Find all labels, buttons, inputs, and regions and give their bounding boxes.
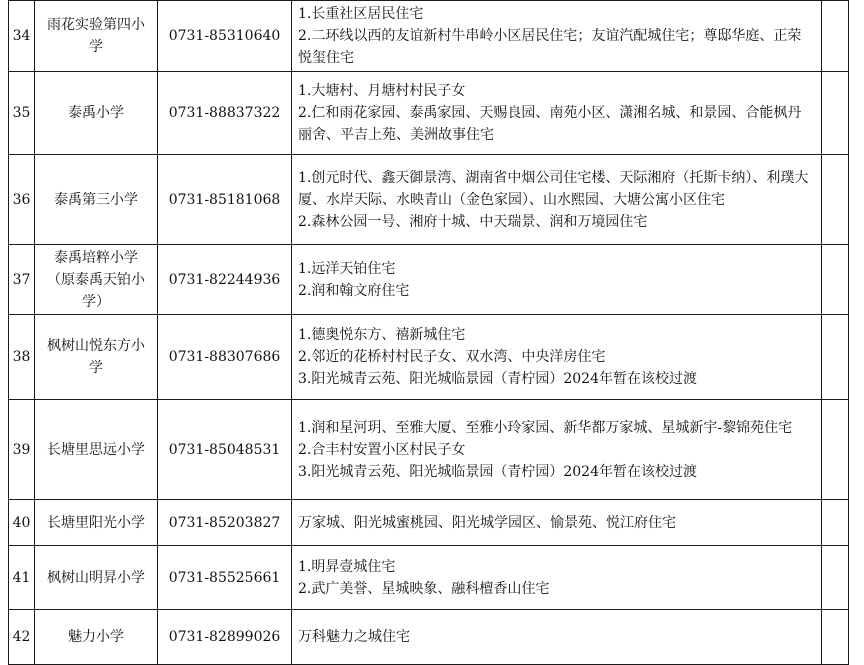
enrollment-area-line: 2.润和翰文府住宅 — [298, 282, 410, 299]
school-phone: 0731-85048531 — [158, 400, 292, 500]
school-name: 枫树山明昇小学 — [35, 546, 158, 610]
remarks-cell — [822, 610, 849, 665]
enrollment-area-line: 2.合丰村安置小区村民子女 — [298, 441, 466, 458]
row-number: 42 — [9, 610, 35, 665]
school-name: 长塘里阳光小学 — [35, 500, 158, 546]
row-number: 41 — [9, 546, 35, 610]
school-name: 长塘里思远小学 — [35, 400, 158, 500]
school-phone: 0731-82899026 — [158, 610, 292, 665]
remarks-cell — [822, 400, 849, 500]
enrollment-area — [292, 1, 822, 72]
enrollment-area-line: 2.仁和雨花家园、泰禹家园、天赐良园、南苑小区、潇湘名城、和景园、合能枫丹丽舍、平吉上苑、美洲故事住宅 — [298, 105, 802, 143]
school-phone: 0731-82244936 — [158, 245, 292, 315]
school-name: 泰禹第三小学 — [35, 155, 158, 245]
school-name: 雨花实验第四小学 — [35, 1, 158, 72]
enrollment-area — [292, 400, 822, 500]
row-number: 39 — [9, 400, 35, 500]
enrollment-area — [292, 155, 822, 245]
school-phone: 0731-85310640 — [158, 1, 292, 72]
school-phone: 0731-88307686 — [158, 315, 292, 400]
enrollment-area-line: 1.远洋天铂住宅 — [298, 260, 396, 277]
table-row — [9, 610, 849, 665]
enrollment-area-line: 2.邻近的花桥村村民子女、双水湾、中央洋房住宅 — [298, 349, 606, 365]
row-number: 37 — [9, 245, 35, 315]
school-name: 枫树山悦东方小学 — [35, 315, 158, 400]
table-row — [9, 500, 849, 546]
table-row — [9, 245, 849, 315]
enrollment-area-line: 1.明昇壹城住宅 — [298, 558, 396, 575]
remarks-cell — [822, 546, 849, 610]
remarks-cell — [822, 1, 849, 72]
school-phone: 0731-88837322 — [158, 72, 292, 155]
remarks-cell — [822, 315, 849, 400]
enrollment-area — [292, 610, 822, 665]
school-name: 泰禹小学 — [35, 72, 158, 155]
enrollment-area-line: 1.长重社区居民住宅 — [298, 6, 424, 22]
school-district-table — [8, 0, 849, 665]
enrollment-area — [292, 72, 822, 155]
table-row — [9, 155, 849, 245]
enrollment-area-line: 1.润和星河玥、至雅大厦、至雅小玲家园、新华都万家城、星城新宇-黎锦苑住宅 — [298, 419, 793, 436]
enrollment-area-line: 万科魅力之城住宅 — [298, 629, 410, 645]
row-number: 40 — [9, 500, 35, 546]
enrollment-area — [292, 245, 822, 315]
table-body — [9, 1, 849, 665]
school-phone: 0731-85203827 — [158, 500, 292, 546]
enrollment-area-line: 2.森林公园一号、湘府十城、中天瑞景、润和万境园住宅 — [298, 213, 648, 230]
row-number: 35 — [9, 72, 35, 155]
row-number: 34 — [9, 1, 35, 72]
school-name: 魅力小学 — [35, 610, 158, 665]
school-name: 泰禹培粹小学（原泰禹天铂小学） — [35, 245, 158, 315]
enrollment-area-line: 3.阳光城青云苑、阳光城临景园（青柠园）2024年暂在该校过渡 — [298, 371, 697, 387]
remarks-cell — [822, 72, 849, 155]
enrollment-area-line: 2.二环线以西的友谊新村牛串岭小区居民住宅；友谊汽配城住宅；尊邸华庭、正荣悦玺住宅 — [298, 28, 802, 66]
enrollment-area-line: 1.德奥悦东方、禧新城住宅 — [298, 327, 466, 343]
table-row — [9, 1, 849, 72]
enrollment-area-line: 3.阳光城青云苑、阳光城临景园（青柠园）2024年暂在该校过渡 — [298, 463, 697, 480]
table-row — [9, 315, 849, 400]
remarks-cell — [822, 155, 849, 245]
enrollment-area — [292, 500, 822, 546]
enrollment-area — [292, 546, 822, 610]
enrollment-area-line: 万家城、阳光城蜜桃园、阳光城学园区、愉景苑、悦江府住宅 — [298, 514, 676, 531]
school-phone: 0731-85181068 — [158, 155, 292, 245]
enrollment-area-line: 1.创元时代、鑫天御景湾、湖南省中烟公司住宅楼、天际湘府（托斯卡纳）、利璞大厦、水岸天际、水映青山（金色家园）、山水熙园、大塘公寓小区住宅 — [298, 169, 809, 208]
table-row — [9, 72, 849, 155]
row-number: 38 — [9, 315, 35, 400]
enrollment-area-line: 1.大塘村、月塘村村民子女 — [298, 83, 466, 99]
remarks-cell — [822, 500, 849, 546]
school-phone: 0731-85525661 — [158, 546, 292, 610]
enrollment-area — [292, 315, 822, 400]
table-row — [9, 400, 849, 500]
remarks-cell — [822, 245, 849, 315]
row-number: 36 — [9, 155, 35, 245]
table-row — [9, 546, 849, 610]
enrollment-area-line: 2.武广美誉、星城映象、融科檀香山住宅 — [298, 580, 550, 597]
